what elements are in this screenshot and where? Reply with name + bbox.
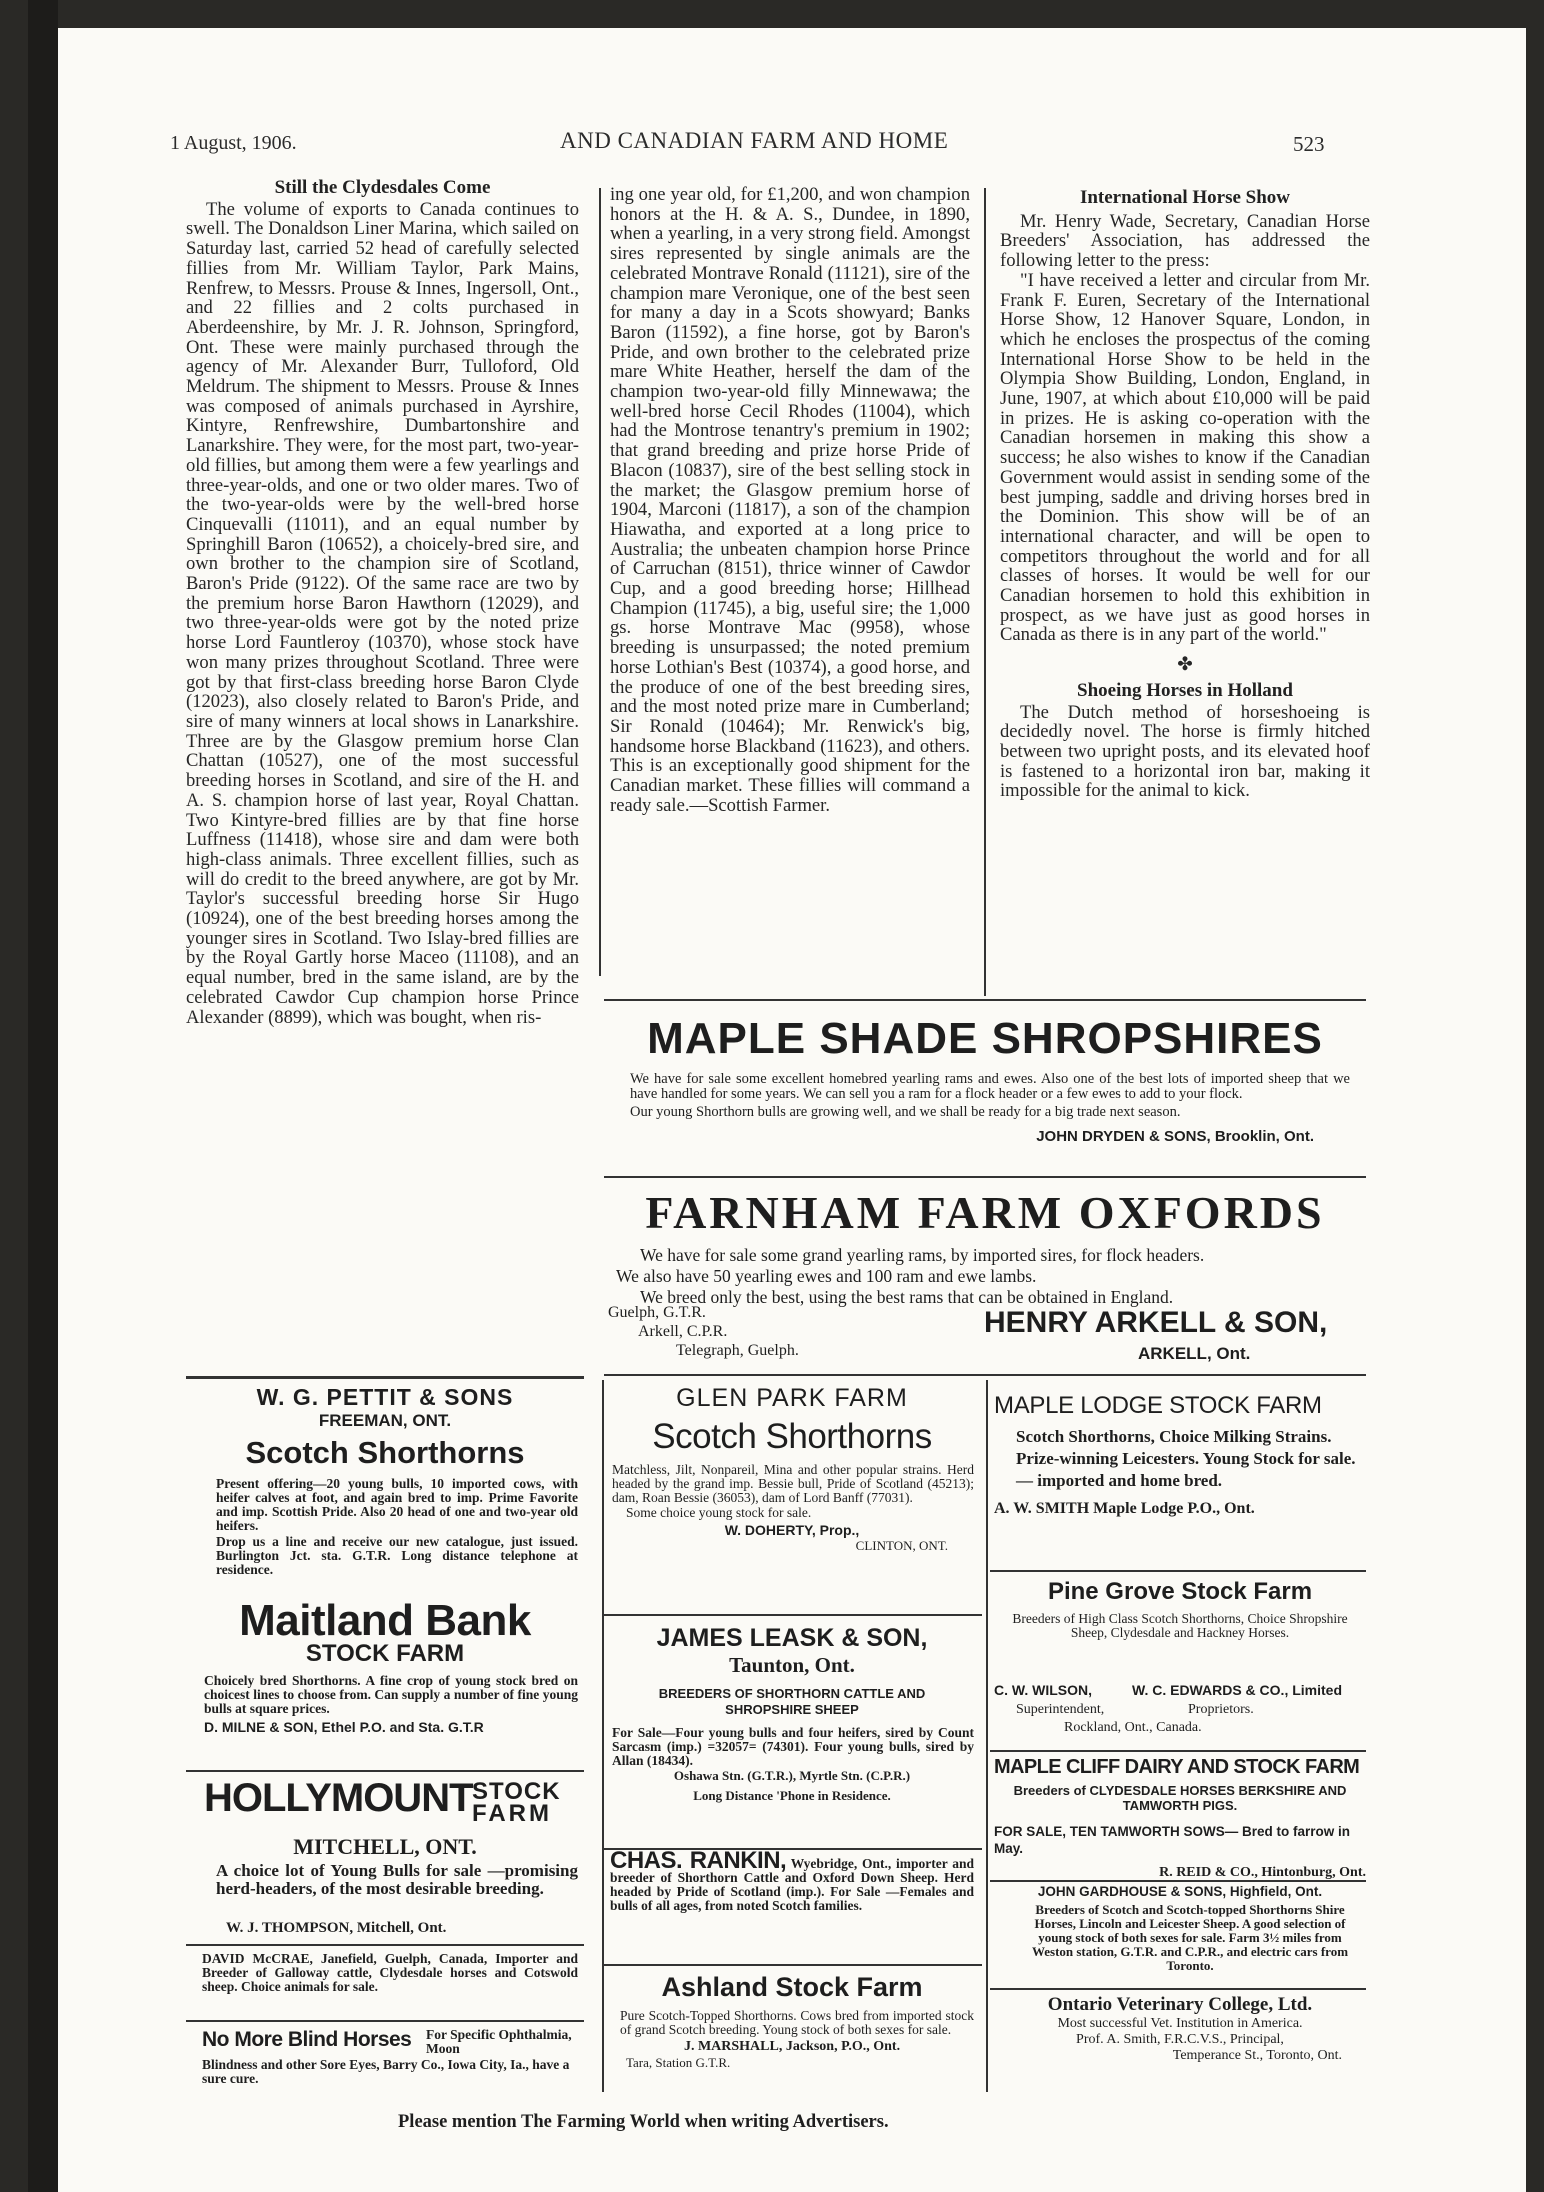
ad-chas-rankin [606,1847,978,1913]
ad-sale: FOR SALE, TEN TAMWORTH SOWS— Bred to farrow in May. [994,1824,1350,1856]
ad-james-leask [606,1624,978,1804]
ad-title: Ontario Veterinary College, Ltd. [1047,1994,1313,2015]
ad-place: FREEMAN, ONT. [318,1411,452,1430]
column-rule-1 [599,188,601,976]
ad-text: We have for sale some grand yearling rams, by imported sires, for flock headers. [640,1245,1205,1265]
rule [186,2020,584,2022]
column-rule-2 [984,188,986,996]
ad-ashland [606,1972,978,2071]
ad-text: DAVID McCRAE, Janefield, Guelph, Canada, Importer and Breeder of Galloway cattle, Clydesdale horses and Cotswold sheep. Choice animals for sale. [202,1951,578,1994]
ad-title: Ashland Stock Farm [661,1972,923,2002]
article-paragraph: The Dutch method of horseshoeing is decidedly novel. The horse is firmly hitched between two upright posts, and its elevated hoof is fastened to a horizontal iron bar, making it impossible for the animal to kick. [1000,701,1370,802]
ad-stations: Oshawa Stn. (G.T.R.), Myrtle Stn. (C.P.R.) [673,1768,911,1783]
ad-glen-park [606,1384,978,1554]
ad-role: Proprietors. [1188,1702,1254,1717]
ad-text: We breed only the best, using the best rams that can be obtained in England. [640,1287,1174,1307]
ad-signature: R. REID & CO., Hintonburg, Ont. [1159,1865,1366,1880]
ad-text: Breeders of Scotch and Scotch-topped Shorthorns Shire Horses, Lincoln and Leicester Sheep. A good selection of young stock of both sexes for sale. Farm 3½ miles from Weston station, G.T.R. and C.P.R., and electric cars from Toronto. [1031,1902,1349,1973]
ad-name: HENRY ARKELL & SON, [984,1306,1328,1339]
ad-title: MAPLE CLIFF DAIRY AND STOCK FARM [994,1756,1360,1778]
ad-phone: Long Distance 'Phone in Residence. [693,1788,891,1803]
ornament: ✤ [1177,654,1193,676]
ad-text: Drop us a line and receive our new catalogue, just issued. Burlington Jct. sta. G.T.R. Long distance telephone at residence. [216,1534,578,1577]
rule [186,1944,584,1946]
ad-farnham-farm [606,1180,1364,1372]
ad-name: W. C. EDWARDS & CO., Limited [1132,1682,1343,1698]
ad-text: Breeders of CLYDESDALE HORSES BERKSHIRE AND TAMWORTH PIGS. [1013,1783,1347,1813]
article-title: International Horse Show [1079,188,1291,208]
ad-signature: A. W. SMITH Maple Lodge P.O., Ont. [994,1500,1255,1517]
running-title: AND CANADIAN FARM AND HOME [560,128,949,153]
rule [186,1770,584,1772]
ad-text: Blindness and other Sore Eyes, Barry Co., Iowa City, Ia., have a sure cure. [202,2057,570,2086]
article-body-continued: ing one year old, for £1,200, and won champion honors at the H. & A. S., Dundee, in 1890, when a yearling, in a very strong field. Amongst sires represented by single animals are the celebrated Montrave Ronald (11121), sire of the champion mare Veronique, one of the best seen for many a day in a Scots showyard; Banks Baron (11592), a fine horse, got by Baron's Pride, and own brother to the celebrated prize mare White Heather, herself the dam of the champion two-year-old filly Minnewawa; the well-bred horse Cecil Rhodes (11004), which had the Montrose tenantry's premium in 1902; that grand breeding and prize horse Pride of Blacon (10837), sire of the best selling stock in the market; the Glasgow premium horse of 1904, Marconi (11817), a son of the champion Hiawatha, and exported at a long price to Australia; the unbeaten champion horse Prince of Carruchan (8151), thrice winner of Cawdor Cup, and a good breeding horse; Hillhead Champion (11745), a big, useful sire; the 1,000 gs. horse Montrave Mac (9958), whose breeding is unsurpassed; the noted premium horse Lothian's Best (10374), a good horse, and the produce of one of the best breeding sires, and the most noted prize mare in Cumberland; Sir Ronald (10464); Mr. Renwick's big, handsome horse Blackband (11623), and others. This is an exceptionally good shipment for the Canadian market. These fillies will command a ready sale.—Scottish Farmer. [610,185,970,816]
ad-title-side: FARM [472,1800,552,1827]
rule [990,1988,1366,1990]
ad-text: Breeders of High Class Scotch Shorthorns, Choice Shropshire Sheep, Clydesdale and Hackney Horses. [1012,1611,1348,1640]
ad-text: We also have 50 yearling ewes and 100 ram and ewe lambs. [616,1266,1037,1286]
ad-title: W. G. PETTIT & SONS [256,1384,514,1410]
ad-address: Telegraph, Guelph. [676,1342,799,1359]
ad-gardhouse [994,1884,1366,1973]
ad-place: Tara, Station G.T.R. [626,2055,731,2070]
ad-signature: W. DOHERTY, Prop., [724,1522,860,1538]
ad-subtitle: STOCK FARM [305,1640,465,1667]
ad-text: We have for sale some excellent homebred yearling rams and ewes. Also one of the best lots of imported sheep that we have handled for some years. We can sell you a ram for a flock header or a few ewes to add to your flock. [630,1071,1350,1102]
ad-title: HOLLYMOUNT [204,1776,473,1820]
ad-signature: JOHN DRYDEN & SONS, Brooklin, Ont. [1036,1128,1314,1145]
article-title: Shoeing Horses in Holland [1077,679,1293,701]
ad-body: Wyebridge, Ont., importer and breeder of Shorthorn Cattle and Oxford Down Sheep. Herd headed by Pride of Scotland (imp.). For Sale —Females and bulls of all ages, from noted Scotch families. [610,1856,974,1913]
ad-place: ARKELL, Ont. [1138,1344,1251,1363]
ad-signature: J. MARSHALL, Jackson, P.O., Ont. [683,2039,901,2054]
ad-name: CHAS. RANKIN, [610,1847,787,1874]
ad-title: FARNHAM FARM OXFORDS [645,1187,1325,1238]
rule [604,1964,982,1966]
ad-name: C. W. WILSON, [994,1682,1092,1698]
ad-text: Some choice young stock for sale. [626,1505,812,1520]
ad-place: MITCHELL, ONT. [293,1834,477,1859]
rule [990,1880,1366,1882]
rule [990,1750,1366,1752]
ad-text: Most successful Vet. Institution in America. [1057,2016,1303,2031]
ad-title: JAMES LEASK & SON, [656,1624,928,1652]
ad-title-side: STOCK [472,1778,561,1805]
article-clydesdales-col1 [186,178,579,1346]
article-clydesdales-col2 [610,185,970,975]
ad-place: Taunton, Ont. [729,1653,855,1677]
ad-title: Maitland Bank [239,1596,531,1645]
ad-maple-cliff [994,1756,1366,1881]
ad-signature: D. MILNE & SON, Ethel P.O. and Sta. G.T.R [204,1719,484,1735]
page-date: 1 August, 1906. [170,132,297,154]
ad-text: Pure Scotch-Topped Shorthorns. Cows bred from imported stock of grand Scotch breeding. Young stock of both sexes for sale. [620,2008,974,2037]
ad-title: Pine Grove Stock Farm [1047,1578,1313,1605]
ad-mccrae [186,1948,584,1994]
ad-signature: W. J. THOMPSON, Mitchell, Ont. [226,1920,447,1936]
article-paragraph: Mr. Henry Wade, Secretary, Canadian Horse Breeders' Association, has addressed the following letter to the press: [1000,210,1370,272]
ad-text: A choice lot of Young Bulls for sale —promising herd-headers, of the most desirable breeding. [216,1861,578,1898]
ad-title: No More Blind Horses [202,2028,412,2051]
ad-text: Present offering—20 young bulls, 10 imported cows, with heifer calves at foot, and again bred to imp. Prime Favorite and imp. Scottish Pride. Also 20 head of one and two-year old heifers. [216,1476,578,1533]
ad-title: MAPLE SHADE SHROPSHIRES [647,1014,1323,1063]
ad-title: JOHN GARDHOUSE & SONS, Highfield, Ont. [1037,1884,1323,1899]
article-title: Still the Clydesdales Come [274,178,491,198]
ad-ontario-vet [994,1994,1366,2064]
rule [990,1570,1366,1572]
ad-text: Scotch Shorthorns, Choice Milking Strains. Prize-winning Leicesters. Young Stock for sale. — imported and home bred. [1016,1427,1356,1490]
ad-pettit [186,1384,584,1577]
page-number: 523 [1293,132,1325,156]
ad-side-text: For Specific Ophthalmia, Moon [426,2027,572,2056]
rule [186,1376,584,1379]
column-rule-ads-2 [986,1380,988,2092]
ad-address: Arkell, C.P.R. [638,1323,728,1340]
article-paragraph: "I have received a letter and circular from Mr. Frank F. Euren, Secretary of the International Horse Show, 12 Hanover Square, London, in which he encloses the prospectus of the coming International Horse Show to be held in the Olympia Show Building, London, England, in June, 1907, at which about £10,000 will be paid in prizes. He is asking co-operation with the Canadian horsemen in making this show a success; he also wishes to know if the Canadian Government would assist in sending some of the best jumping, saddle and driving horses bred in the Dominion. This show will be of an international character, and will be open to competitors throughout the world and for all classes of horses. It would be well for our Canadian horsemen to hold this exhibition in prospect, as we have just as good horses in Canada as there is in any part of the world." [1000,269,1370,646]
ad-text: Our young Shorthorn bulls are growing well, and we shall be ready for a big trade next season. [630,1104,1181,1120]
ad-address: Guelph, G.T.R. [608,1304,706,1321]
rule [604,1374,1366,1376]
ad-pine-grove [994,1578,1366,1735]
ad-subtitle: BREEDERS OF SHORTHORN CATTLE AND SHROPSHIRE SHEEP [658,1686,926,1717]
article-international-horse-show [1000,188,1370,978]
ad-place: Rockland, Ont., Canada. [1064,1720,1202,1735]
ad-text: Temperance St., Toronto, Ont. [1172,2048,1342,2063]
article-body: The volume of exports to Canada continues to swell. The Donaldson Liner Marina, which sailed on Saturday last, carried 52 head of carefully selected fillies from Mr. William Taylor, Park Mains, Renfrew, to Messrs. Prouse & Innes, Ingersoll, Ont., and 22 fillies and 2 colts purchased in Aberdeenshire, by Mr. J. R. Johnson, Springford, Ont. These were mainly purchased through the agency of Mr. Alexander Burr, Tulloford, Old Meldrum. The shipment to Messrs. Prouse & Innes was composed of animals purchased in Ayrshire, Kintyre, Renfrewshire, Dumbartonshire and Lanarkshire. They were, for the most part, two-year-old fillies, but among them were a few yearlings and three-year-olds, and one or two older mares. Two of the two-year-olds were by the well-bred horse Cinquevalli (11011), and an equal number by Springhill Baron (10652), a choicely-bred sire, and own brother to the champion sire of Scotland, Baron's Pride (9122). Of the same race are two by the premium horse Baron Hawthorn (12029), and two three-year-olds were got by the noted prize horse Lord Fauntleroy (10370), whose stock have won many prizes throughout Scotland. Three were got by that first-class breeding horse Baron Clyde (12023), also closely related to Baron's Pride, and sire of many winners at local shows in Lanarkshire. Three are by the Glasgow premium horse Clan Chattan (10527), one of the most successful breeding horses in Scotland, and sire of the H. and A. S. champion horse of last year, Royal Chattan. Two Kintyre-bred fillies are by that fine horse Luffness (11418), whose sire and dam were both high-class animals. Three excellent fillies, such as will do credit to the breed anywhere, are got by Mr. Taylor's successful breeding horse Sir Hugo (10924), one of the best breeding horses among the younger sires in Scotland. Two Islay-bred fillies are by the Royal Gartly horse Maceo (11108), and an equal number, bred in the same island, are by the celebrated Cawdor Cup champion horse Prince Alexander (8899), which was bought, when ris- [186,198,579,1028]
column-rule-ads-1 [602,1380,604,2092]
ad-maple-lodge [994,1392,1366,1518]
rule [604,1176,1366,1178]
footer-note: Please mention The Farming World when writing Advertisers. [398,2112,889,2132]
ad-text: For Sale—Four young bulls and four heifers, sired by Count Sarcasm (imp.) =32057= (74301). Four young bulls, sired by Allan (18434). [612,1725,974,1768]
ad-text [610,1847,974,1913]
ad-text: Choicely bred Shorthorns. A fine crop of young stock bred on choicest lines to choose from. Can supply a number of fine young bulls at square prices. [204,1673,578,1716]
ad-text: Prof. A. Smith, F.R.C.V.S., Principal, [1076,2032,1284,2047]
ad-headline: Scotch Shorthorns [245,1435,525,1470]
ad-title: MAPLE LODGE STOCK FARM [994,1392,1322,1419]
ad-title: GLEN PARK FARM [676,1384,908,1412]
ad-maitland-bank [186,1596,584,1735]
ad-maple-shade [606,1004,1364,1178]
ad-place: CLINTON, ONT. [855,1538,948,1553]
ad-text: Matchless, Jilt, Nonpareil, Mina and other popular strains. Herd headed by the grand imp. Bessie bull, Pride of Scotland (45213); dam, Roan Bessie (36053), dam of Lord Banff (77031). [612,1462,974,1505]
ad-headline: Scotch Shorthorns [652,1417,932,1456]
rule [604,1614,982,1616]
scan-edge [28,0,58,2192]
ad-role: Superintendent, [1016,1702,1105,1717]
rule [604,999,1366,1001]
